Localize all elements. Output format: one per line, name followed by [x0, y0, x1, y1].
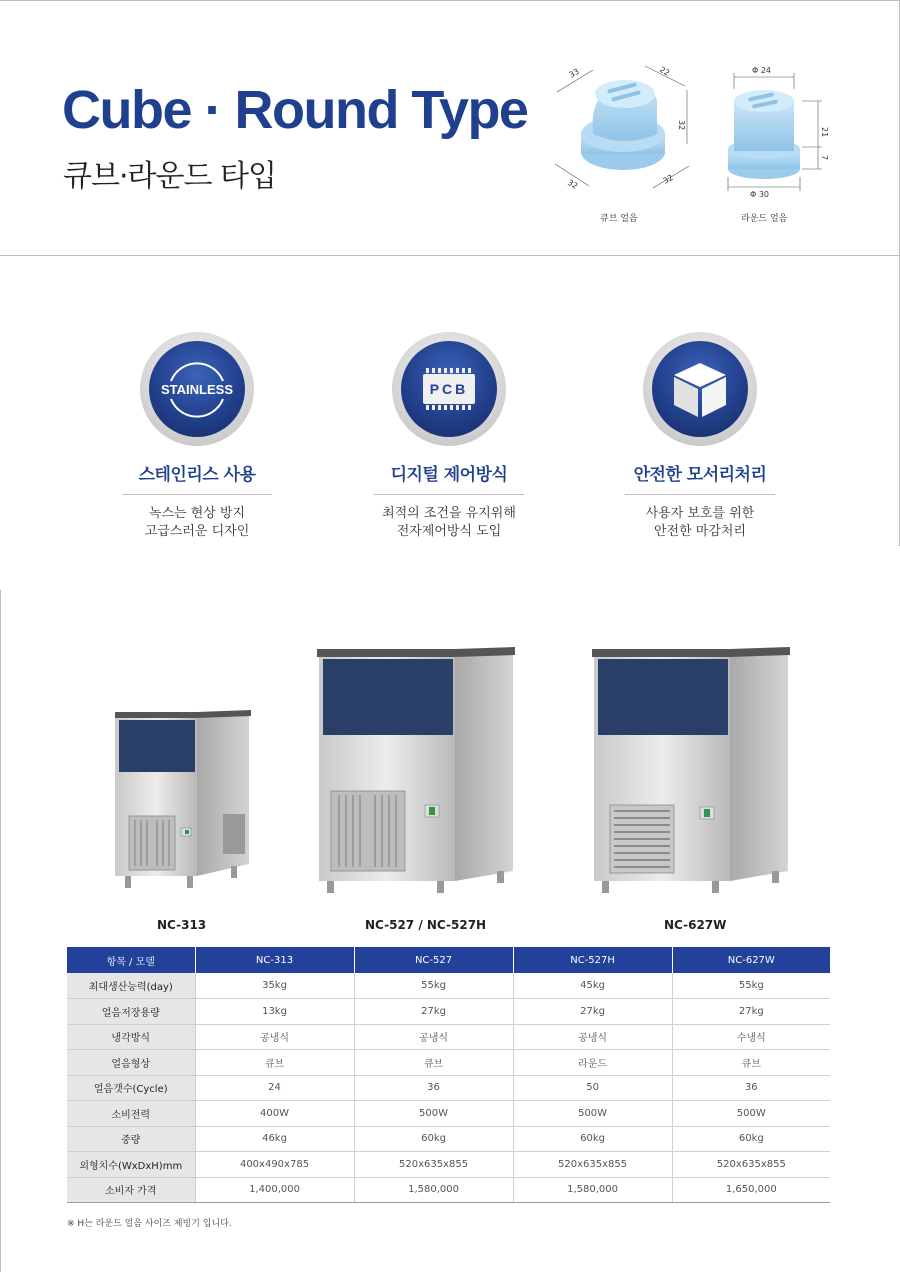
- spec-header-cell: 항목 / 모델: [67, 947, 195, 973]
- table-cell: 24: [195, 1075, 354, 1101]
- product-image-nc627w: [588, 645, 793, 895]
- table-row: [67, 1126, 830, 1152]
- page-title: Cube · Round Type: [62, 80, 528, 140]
- round-top-dim: Φ 24: [752, 66, 772, 75]
- table-cell: 60kg: [513, 1126, 672, 1152]
- table-cell: 500W: [513, 1101, 672, 1127]
- header-section: [0, 0, 900, 256]
- product-image-nc527: [313, 645, 518, 895]
- row-header-cell: 냉각방식: [67, 1024, 195, 1050]
- feature-desc-line: 고급스러운 디자인: [144, 524, 250, 539]
- table-cell: 27kg: [354, 999, 513, 1025]
- cube-dim-5: 32: [661, 172, 675, 186]
- product-label-nc527: NC-527 / NC-527H: [365, 918, 487, 932]
- spec-header-cell: NC-527: [354, 947, 513, 973]
- footnote: ※ H는 라운드 얼음 사이즈 제빙기 입니다.: [67, 1219, 232, 1229]
- row-header-cell: 소비전력: [67, 1101, 195, 1127]
- table-row: [67, 973, 830, 999]
- cube-ice-caption: 큐브 얼음: [600, 214, 638, 224]
- feature-title: 디지털 제어방식: [390, 465, 508, 485]
- svg-text:PCB: PCB: [429, 381, 469, 397]
- cube-dim-4: 32: [566, 177, 580, 191]
- round-ice-caption: 라운드 얼음: [741, 214, 788, 224]
- feature-pcb: [329, 332, 569, 541]
- svg-text:STAINLESS: STAINLESS: [161, 382, 233, 397]
- table-cell: 55kg: [672, 973, 830, 999]
- table-cell: 400W: [195, 1101, 354, 1127]
- row-header-cell: 얼음형상: [67, 1050, 195, 1076]
- table-cell: 27kg: [513, 999, 672, 1025]
- product-label-nc627w: NC-627W: [664, 918, 727, 932]
- table-cell: 1,650,000: [672, 1177, 830, 1203]
- row-header-cell: 외형치수(WxDxH)mm: [67, 1152, 195, 1178]
- row-header-cell: 얼음저장용량: [67, 999, 195, 1025]
- table-cell: 13kg: [195, 999, 354, 1025]
- row-header-cell: 최대생산능력(day): [67, 973, 195, 999]
- table-cell: 520x635x855: [672, 1152, 830, 1178]
- spec-table: [67, 947, 830, 1203]
- feature-title: 스테인리스 사용: [138, 465, 256, 485]
- table-row: [67, 1152, 830, 1178]
- spec-table-header: [67, 947, 830, 973]
- cube-dim-3: 32: [677, 120, 686, 131]
- row-header-cell: 얼음갯수(Cycle): [67, 1075, 195, 1101]
- table-row: [67, 1177, 830, 1203]
- table-cell: 60kg: [672, 1126, 830, 1152]
- table-cell: 36: [354, 1075, 513, 1101]
- spec-header-cell: NC-313: [195, 947, 354, 973]
- table-cell: 60kg: [354, 1126, 513, 1152]
- feature-desc-line: 전자제어방식 도입: [396, 524, 502, 539]
- table-cell: 55kg: [354, 973, 513, 999]
- table-cell: 27kg: [672, 999, 830, 1025]
- stainless-icon: [149, 341, 245, 437]
- feature-desc-line: 녹스는 현상 방지: [148, 506, 246, 521]
- table-cell: 라운드: [513, 1050, 672, 1076]
- spec-header-cell: NC-627W: [672, 947, 830, 973]
- table-row: [67, 1050, 830, 1076]
- table-row: [67, 999, 830, 1025]
- products-section: [0, 590, 900, 1272]
- table-cell: 1,580,000: [354, 1177, 513, 1203]
- row-header-cell: 중량: [67, 1126, 195, 1152]
- table-cell: 36: [672, 1075, 830, 1101]
- round-bottom-dim: Φ 30: [750, 190, 770, 199]
- table-cell: 35kg: [195, 973, 354, 999]
- table-cell: 46kg: [195, 1126, 354, 1152]
- cube-dim-2: 22: [658, 64, 672, 78]
- round-ice-diagram: [722, 59, 832, 199]
- feature-desc-line: 사용자 보호를 위한: [645, 506, 755, 521]
- round-height-dim-1: 21: [820, 127, 829, 138]
- table-row: [67, 1075, 830, 1101]
- table-cell: 520x635x855: [513, 1152, 672, 1178]
- feature-title: 안전한 모서리처리: [633, 465, 767, 485]
- table-cell: 400x490x785: [195, 1152, 354, 1178]
- table-cell: 1,580,000: [513, 1177, 672, 1203]
- feature-desc-line: 안전한 마감처리: [653, 524, 747, 539]
- feature-desc-line: 최적의 조건을 유지위해: [382, 506, 516, 521]
- table-cell: 큐브: [672, 1050, 830, 1076]
- cube-icon: [652, 341, 748, 437]
- feature-corner: [580, 332, 820, 541]
- product-label-nc313: NC-313: [157, 918, 207, 932]
- table-row: [67, 1024, 830, 1050]
- table-cell: 공냉식: [195, 1024, 354, 1050]
- feature-stainless: [77, 332, 317, 541]
- table-cell: 50: [513, 1075, 672, 1101]
- page-subtitle: 큐브·라운드 타입: [63, 159, 276, 194]
- round-height-dim-2: 7: [820, 155, 829, 161]
- table-cell: 큐브: [354, 1050, 513, 1076]
- table-cell: 공냉식: [354, 1024, 513, 1050]
- table-cell: 520x635x855: [354, 1152, 513, 1178]
- table-row: [67, 1101, 830, 1127]
- table-cell: 500W: [672, 1101, 830, 1127]
- row-header-cell: 소비자 가격: [67, 1177, 195, 1203]
- table-cell: 공냉식: [513, 1024, 672, 1050]
- table-cell: 45kg: [513, 973, 672, 999]
- cube-dim-1: 33: [567, 66, 581, 80]
- table-cell: 큐브: [195, 1050, 354, 1076]
- spec-header-cell: NC-527H: [513, 947, 672, 973]
- cube-ice-diagram: [545, 56, 695, 206]
- table-cell: 1,400,000: [195, 1177, 354, 1203]
- pcb-icon: [401, 341, 497, 437]
- product-image-nc313: [111, 710, 256, 892]
- table-cell: 수냉식: [672, 1024, 830, 1050]
- table-cell: 500W: [354, 1101, 513, 1127]
- features-section: [0, 256, 900, 546]
